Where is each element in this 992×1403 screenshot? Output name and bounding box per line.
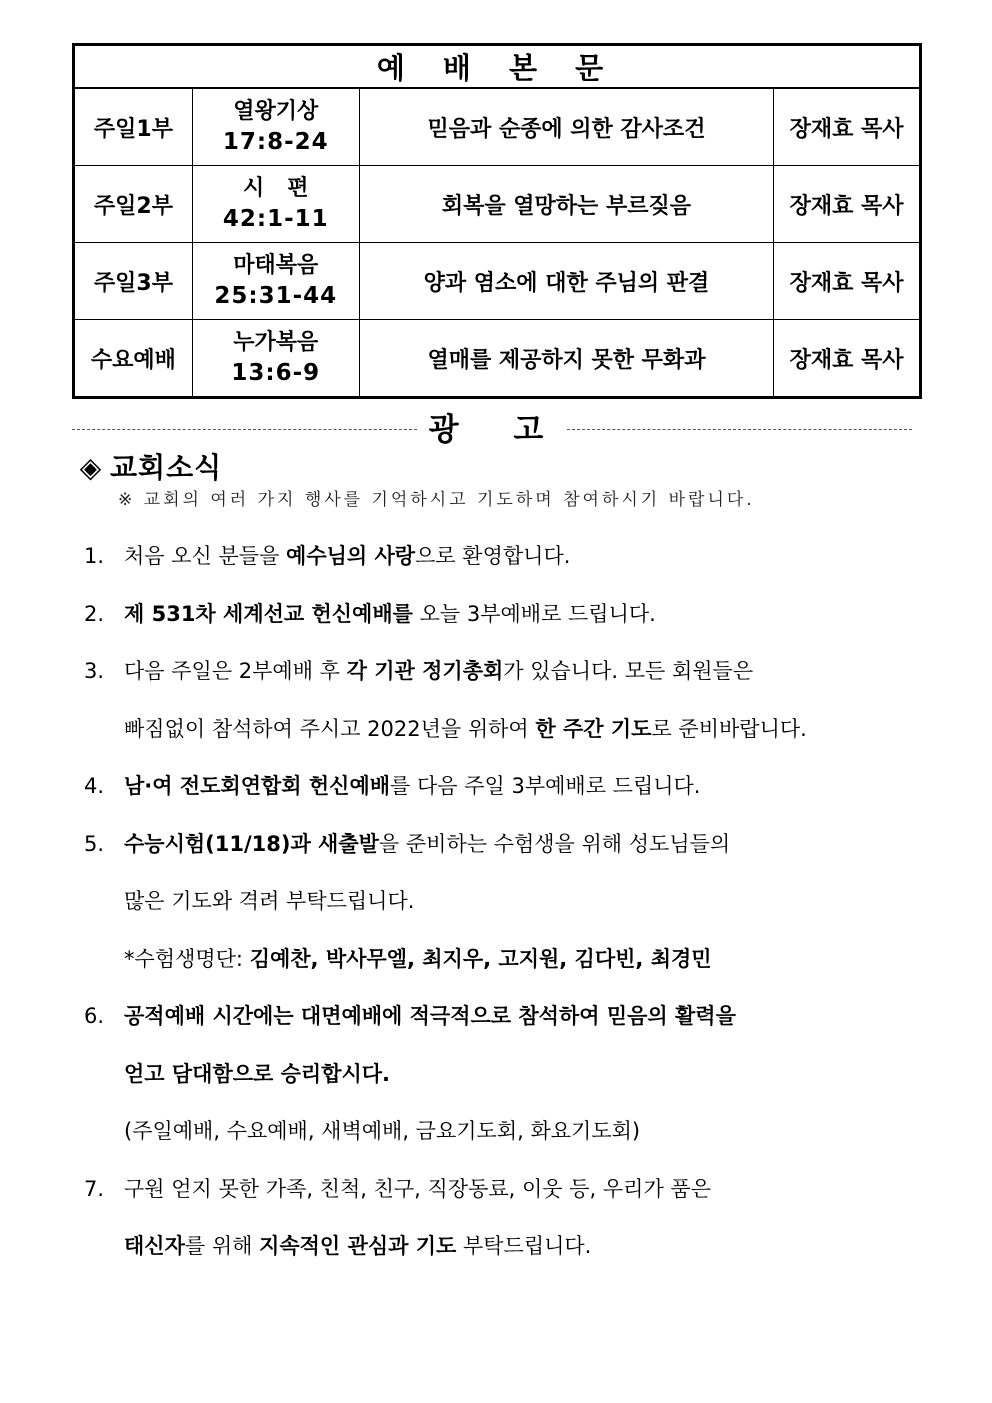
item-text-bold: 얻고 담대함으로 승리합시다.: [124, 1061, 391, 1086]
item-text: 오늘 3부예배로 드립니다.: [412, 601, 656, 626]
church-news-subtitle: ※ 교회의 여러 가지 행사를 기억하시고 기도하며 참여하시기 바랍니다.: [118, 490, 755, 510]
preacher-name: 장재효 목사: [774, 166, 921, 243]
item-text-bold: 공적예배 시간에는 대면예배에 적극적으로 참석하여 믿음의 활력을: [124, 1004, 736, 1028]
scripture-passage: [192, 166, 359, 243]
table-row: [74, 320, 921, 398]
item-number: 7.: [84, 1176, 105, 1201]
service-name: 수요예배: [74, 320, 193, 398]
scripture-book: 시 편: [243, 176, 309, 201]
item-text-bold: 태신자: [124, 1234, 185, 1258]
list-item-continued: [84, 709, 944, 767]
scripture-book: 열왕기상: [233, 99, 319, 124]
item-number: 5.: [84, 831, 105, 856]
scripture-verse: 13:6-9: [231, 360, 321, 386]
preacher-name: 장재효 목사: [774, 88, 921, 166]
list-item: [84, 996, 944, 1054]
list-item-continued: [84, 1226, 944, 1284]
item-text: 구원 얻지 못한 가족, 친척, 친구, 직장동료, 이웃 등, 우리가 품은: [124, 1176, 711, 1201]
item-number: 1.: [84, 544, 105, 568]
item-text: 처음 오신 분들을: [124, 544, 287, 568]
diamond-icon: ◈: [79, 451, 103, 484]
church-news-title: [78, 446, 222, 486]
scripture-verse: 17:8-24: [222, 129, 329, 155]
item-text: 가 있습니다. 모든 회원들은: [503, 659, 754, 683]
scripture-passage: [192, 88, 359, 166]
scripture-book: 마태복음: [233, 253, 319, 278]
service-name: 주일2부: [74, 166, 193, 243]
item-text-bold: 수능시험(11/18)과 새출발: [124, 831, 379, 856]
divider-line-right: [567, 429, 912, 430]
scripture-passage: [192, 243, 359, 320]
item-text: 를 다음 주일 3부예배로 드립니다.: [390, 774, 701, 798]
sermon-title: 믿음과 순종에 의한 감사조건: [359, 88, 773, 166]
list-item: [84, 766, 944, 824]
scripture-verse: 25:31-44: [214, 283, 338, 309]
ads-divider: [72, 404, 922, 448]
sermon-title: 회복을 열망하는 부르짖음: [359, 166, 773, 243]
item-number: 2.: [84, 601, 105, 626]
list-item: [84, 1169, 944, 1227]
list-item: [84, 594, 944, 652]
sermon-table: [72, 43, 922, 399]
preacher-name: 장재효 목사: [774, 243, 921, 320]
item-text: 다음 주일은 2부예배 후: [124, 659, 347, 683]
item-text: *수험생명단:: [124, 946, 250, 971]
church-news-label: 교회소식: [110, 451, 223, 484]
list-item-continued: [84, 1054, 944, 1112]
item-text: 빠짐없이 참석하여 주시고 2022년을 위하여: [124, 716, 536, 741]
scripture-verse: 42:1-11: [222, 206, 329, 232]
item-text: 로 준비바랍니다.: [651, 716, 807, 741]
item-text: 을 준비하는 수험생을 위해 성도님들의: [378, 831, 731, 856]
table-row: [74, 243, 921, 320]
item-text: 부탁드립니다.: [456, 1234, 592, 1258]
sermon-table-title: 예 배 본 문: [74, 45, 921, 89]
list-item-continued: [84, 1111, 944, 1169]
list-item: [84, 824, 944, 882]
ads-heading: 광 고: [428, 412, 566, 448]
item-text: 를 위해: [184, 1234, 260, 1258]
sermon-title: 양과 염소에 대한 주님의 판결: [359, 243, 773, 320]
list-item: [84, 536, 944, 594]
table-row: [74, 88, 921, 166]
item-text-bold: 한 주간 기도: [535, 716, 652, 741]
service-name: 주일3부: [74, 243, 193, 320]
table-row: [74, 166, 921, 243]
item-text-bold: 각 기관 정기총회: [346, 659, 504, 683]
item-number: 6.: [84, 1004, 105, 1028]
item-text: 으로 환영합니다.: [415, 544, 571, 568]
preacher-name: 장재효 목사: [774, 320, 921, 398]
item-text-bold: 남·여 전도회연합회 헌신예배: [124, 774, 391, 798]
item-number: 3.: [84, 659, 105, 683]
item-number: 4.: [84, 774, 105, 798]
item-text-bold: 제 531차 세계선교 헌신예배를: [124, 601, 413, 626]
scripture-book: 누가복음: [233, 330, 319, 355]
student-names: 김예찬, 박사무엘, 최지우, 고지원, 김다빈, 최경민: [249, 946, 712, 971]
sermon-title: 열매를 제공하지 못한 무화과: [359, 320, 773, 398]
announcement-list: [84, 536, 944, 1284]
list-item: [84, 651, 944, 709]
item-text: (주일예배, 수요예배, 새벽예배, 금요기도회, 화요기도회): [124, 1119, 641, 1143]
scripture-passage: [192, 320, 359, 398]
service-name: 주일1부: [74, 88, 193, 166]
list-item-continued: [84, 881, 944, 939]
item-text: 많은 기도와 격려 부탁드립니다.: [124, 889, 415, 913]
list-item-continued: [84, 939, 944, 997]
item-text-bold: 예수님의 사랑: [286, 544, 416, 568]
item-text-bold: 지속적인 관심과 기도: [259, 1234, 457, 1258]
